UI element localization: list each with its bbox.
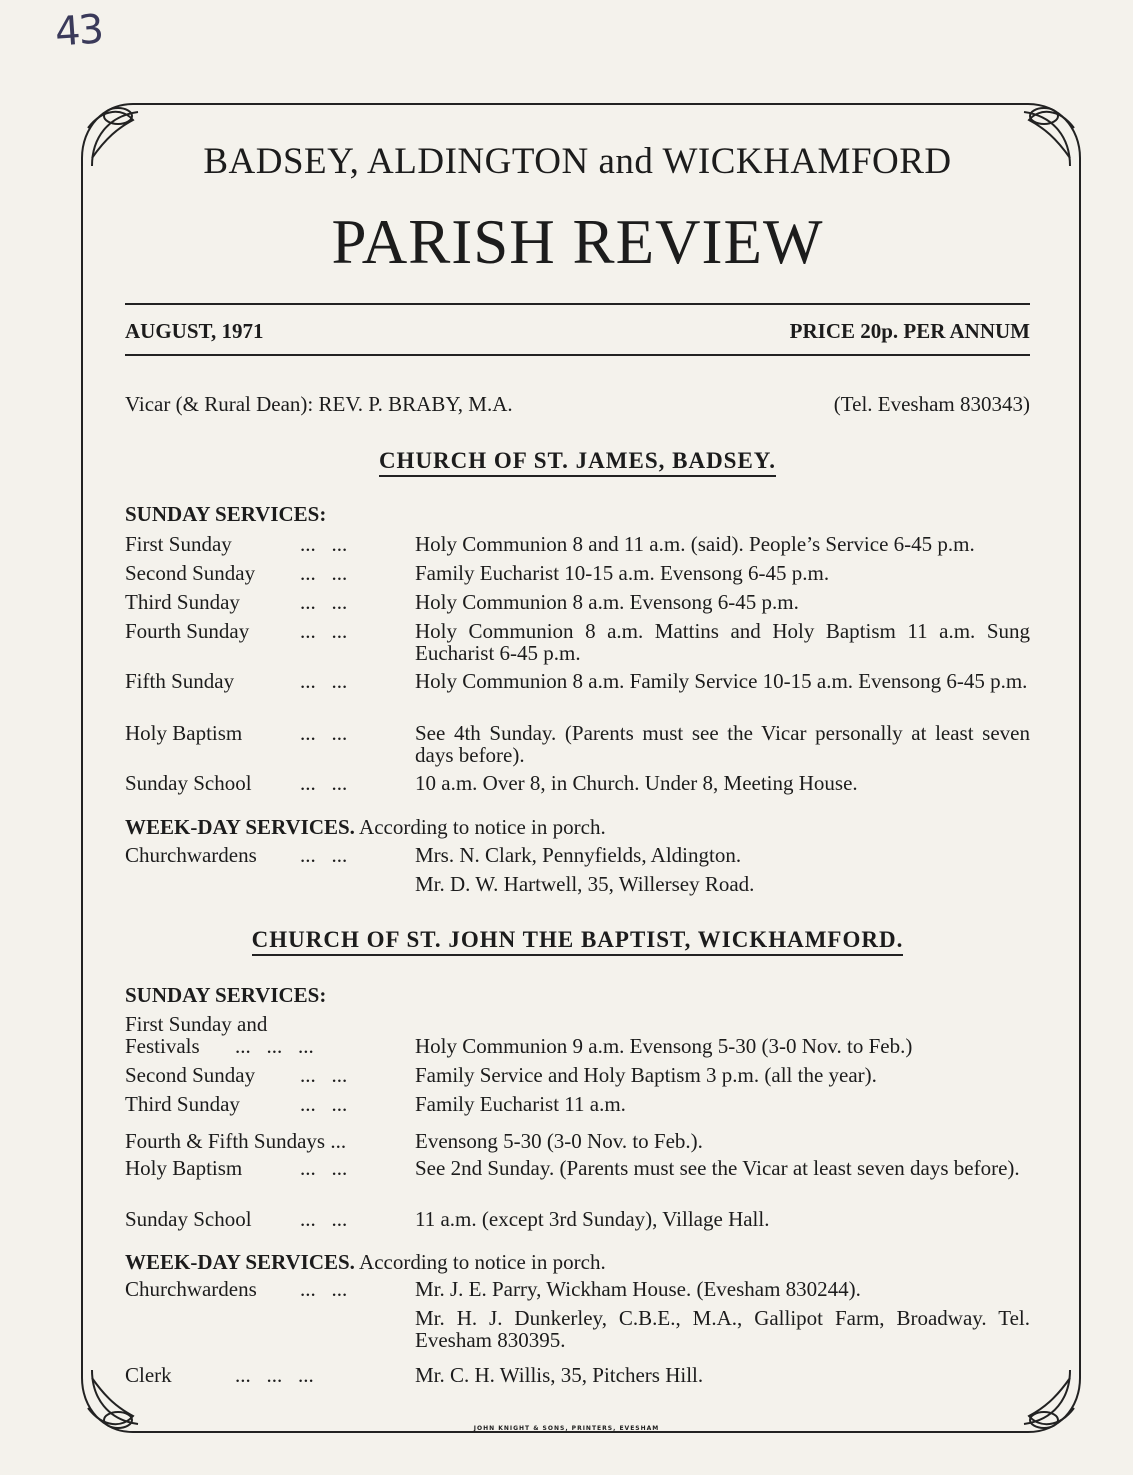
service-day: Sunday School [125,1207,252,1231]
divider [125,354,1030,356]
leader-dots: ... ... [300,590,348,614]
churchwardens-label: Churchwardens [125,843,257,867]
issue-price: PRICE 20p. PER ANNUM [789,319,1030,343]
service-details: Family Eucharist 11 a.m. [415,1092,626,1116]
churchwardens-label: Churchwardens [125,1277,257,1301]
service-details: Holy Communion 8 a.m. Mattins and Holy Baptism 11 a.m. Sung Eucharist 6-45 p.m. [415,619,1030,665]
service-details: Family Service and Holy Baptism 3 p.m. (all the year). [415,1063,877,1087]
printer-imprint: JOHN KNIGHT & SONS, PRINTERS, EVESHAM [473,1425,660,1432]
service-day: First Sunday and [125,1012,268,1036]
service-day: Sunday School [125,771,252,795]
service-details: See 2nd Sunday. (Parents must see the Vicar at least seven days before). [415,1156,1020,1180]
ornamental-border [78,98,1084,1438]
weekday-services [125,815,606,840]
page-number: 43 [53,6,104,56]
vicar-name: Vicar (& Rural Dean): REV. P. BRABY, M.A. [125,392,513,416]
leader-dots: ... ... [300,1207,348,1231]
service-details: Holy Communion 8 and 11 a.m. (said). People’s Service 6-45 p.m. [415,532,975,556]
leader-dots: ... ... [300,669,348,693]
service-day: Holy Baptism [125,721,243,745]
clerk-name: Mr. C. H. Willis, 35, Pitchers Hill. [415,1363,704,1387]
service-details: Holy Communion 8 a.m. Evensong 6-45 p.m. [415,590,799,614]
clerk-label: Clerk [125,1363,172,1387]
weekday-services-label: WEEK-DAY SERVICES. [125,1250,355,1274]
masthead-parishes: BADSEY, ALDINGTON and WICKHAMFORD [203,141,952,182]
weekday-services [125,1250,606,1275]
masthead-title: PARISH REVIEW [331,207,824,277]
leader-dots: ... ... [300,1277,348,1301]
weekday-services-text: According to notice in porch. [359,1250,606,1274]
weekday-services-text: According to notice in porch. [359,815,606,839]
leader-dots: ... ... ... [235,1363,314,1387]
churchwarden-name: Mr. J. E. Parry, Wickham House. (Evesham 830244). [415,1277,861,1301]
church-heading-badsey [125,448,1030,474]
leader-dots: ... ... [300,1092,348,1116]
service-details: 10 a.m. Over 8, in Church. Under 8, Meeting House. [415,771,858,795]
service-day: Third Sunday [125,1092,240,1116]
border-ornament-icon [78,98,1084,1438]
service-day: Holy Baptism [125,1156,243,1180]
service-day: Second Sunday [125,561,256,585]
sunday-services-label: SUNDAY SERVICES: [125,502,327,526]
leader-dots: ... ... [300,771,348,795]
vicar-telephone: (Tel. Evesham 830343) [833,392,1030,416]
service-day: First Sunday [125,532,232,556]
sunday-services-label: SUNDAY SERVICES: [125,983,327,1007]
service-details: Family Eucharist 10-15 a.m. Evensong 6-45 p.m. [415,561,830,585]
service-day: Fifth Sunday [125,669,235,693]
church-heading-text: CHURCH OF ST. JAMES, BADSEY. [379,448,776,477]
church-heading-wickhamford [125,927,1030,953]
service-day: Festivals [125,1034,200,1058]
service-details: Holy Communion 8 a.m. Family Service 10-15 a.m. Evensong 6-45 p.m. [415,669,1028,693]
service-day: Fourth & Fifth Sundays ... [125,1129,347,1153]
leader-dots: ... ... [300,1063,348,1087]
service-details: Evensong 5-30 (3-0 Nov. to Feb.). [415,1129,703,1153]
leader-dots: ... ... ... [235,1034,314,1058]
service-day: Third Sunday [125,590,240,614]
leader-dots: ... ... [300,532,348,556]
weekday-services-label: WEEK-DAY SERVICES. [125,815,355,839]
service-details: Holy Communion 9 a.m. Evensong 5-30 (3-0 Nov. to Feb.) [415,1034,913,1058]
leader-dots: ... ... [300,721,348,745]
churchwarden-name: Mr. H. J. Dunkerley, C.B.E., M.A., Gallipot Farm, Broadway. Tel. Evesham 830395. [415,1306,1030,1352]
church-heading-text: CHURCH OF ST. JOHN THE BAPTIST, WICKHAMFORD. [252,927,904,956]
leader-dots: ... ... [300,561,348,585]
service-details: 11 a.m. (except 3rd Sunday), Village Hall. [415,1207,770,1231]
divider [125,303,1030,305]
service-day: Second Sunday [125,1063,256,1087]
service-day: Fourth Sunday [125,619,250,643]
leader-dots: ... ... [300,619,348,643]
churchwarden-name: Mrs. N. Clark, Pennyfields, Aldington. [415,843,742,867]
leader-dots: ... ... [300,843,348,867]
issue-date: AUGUST, 1971 [125,319,264,343]
churchwarden-name: Mr. D. W. Hartwell, 35, Willersey Road. [415,872,755,896]
leader-dots: ... ... [300,1156,348,1180]
service-details: See 4th Sunday. (Parents must see the Vicar personally at least seven days before). [415,721,1030,767]
